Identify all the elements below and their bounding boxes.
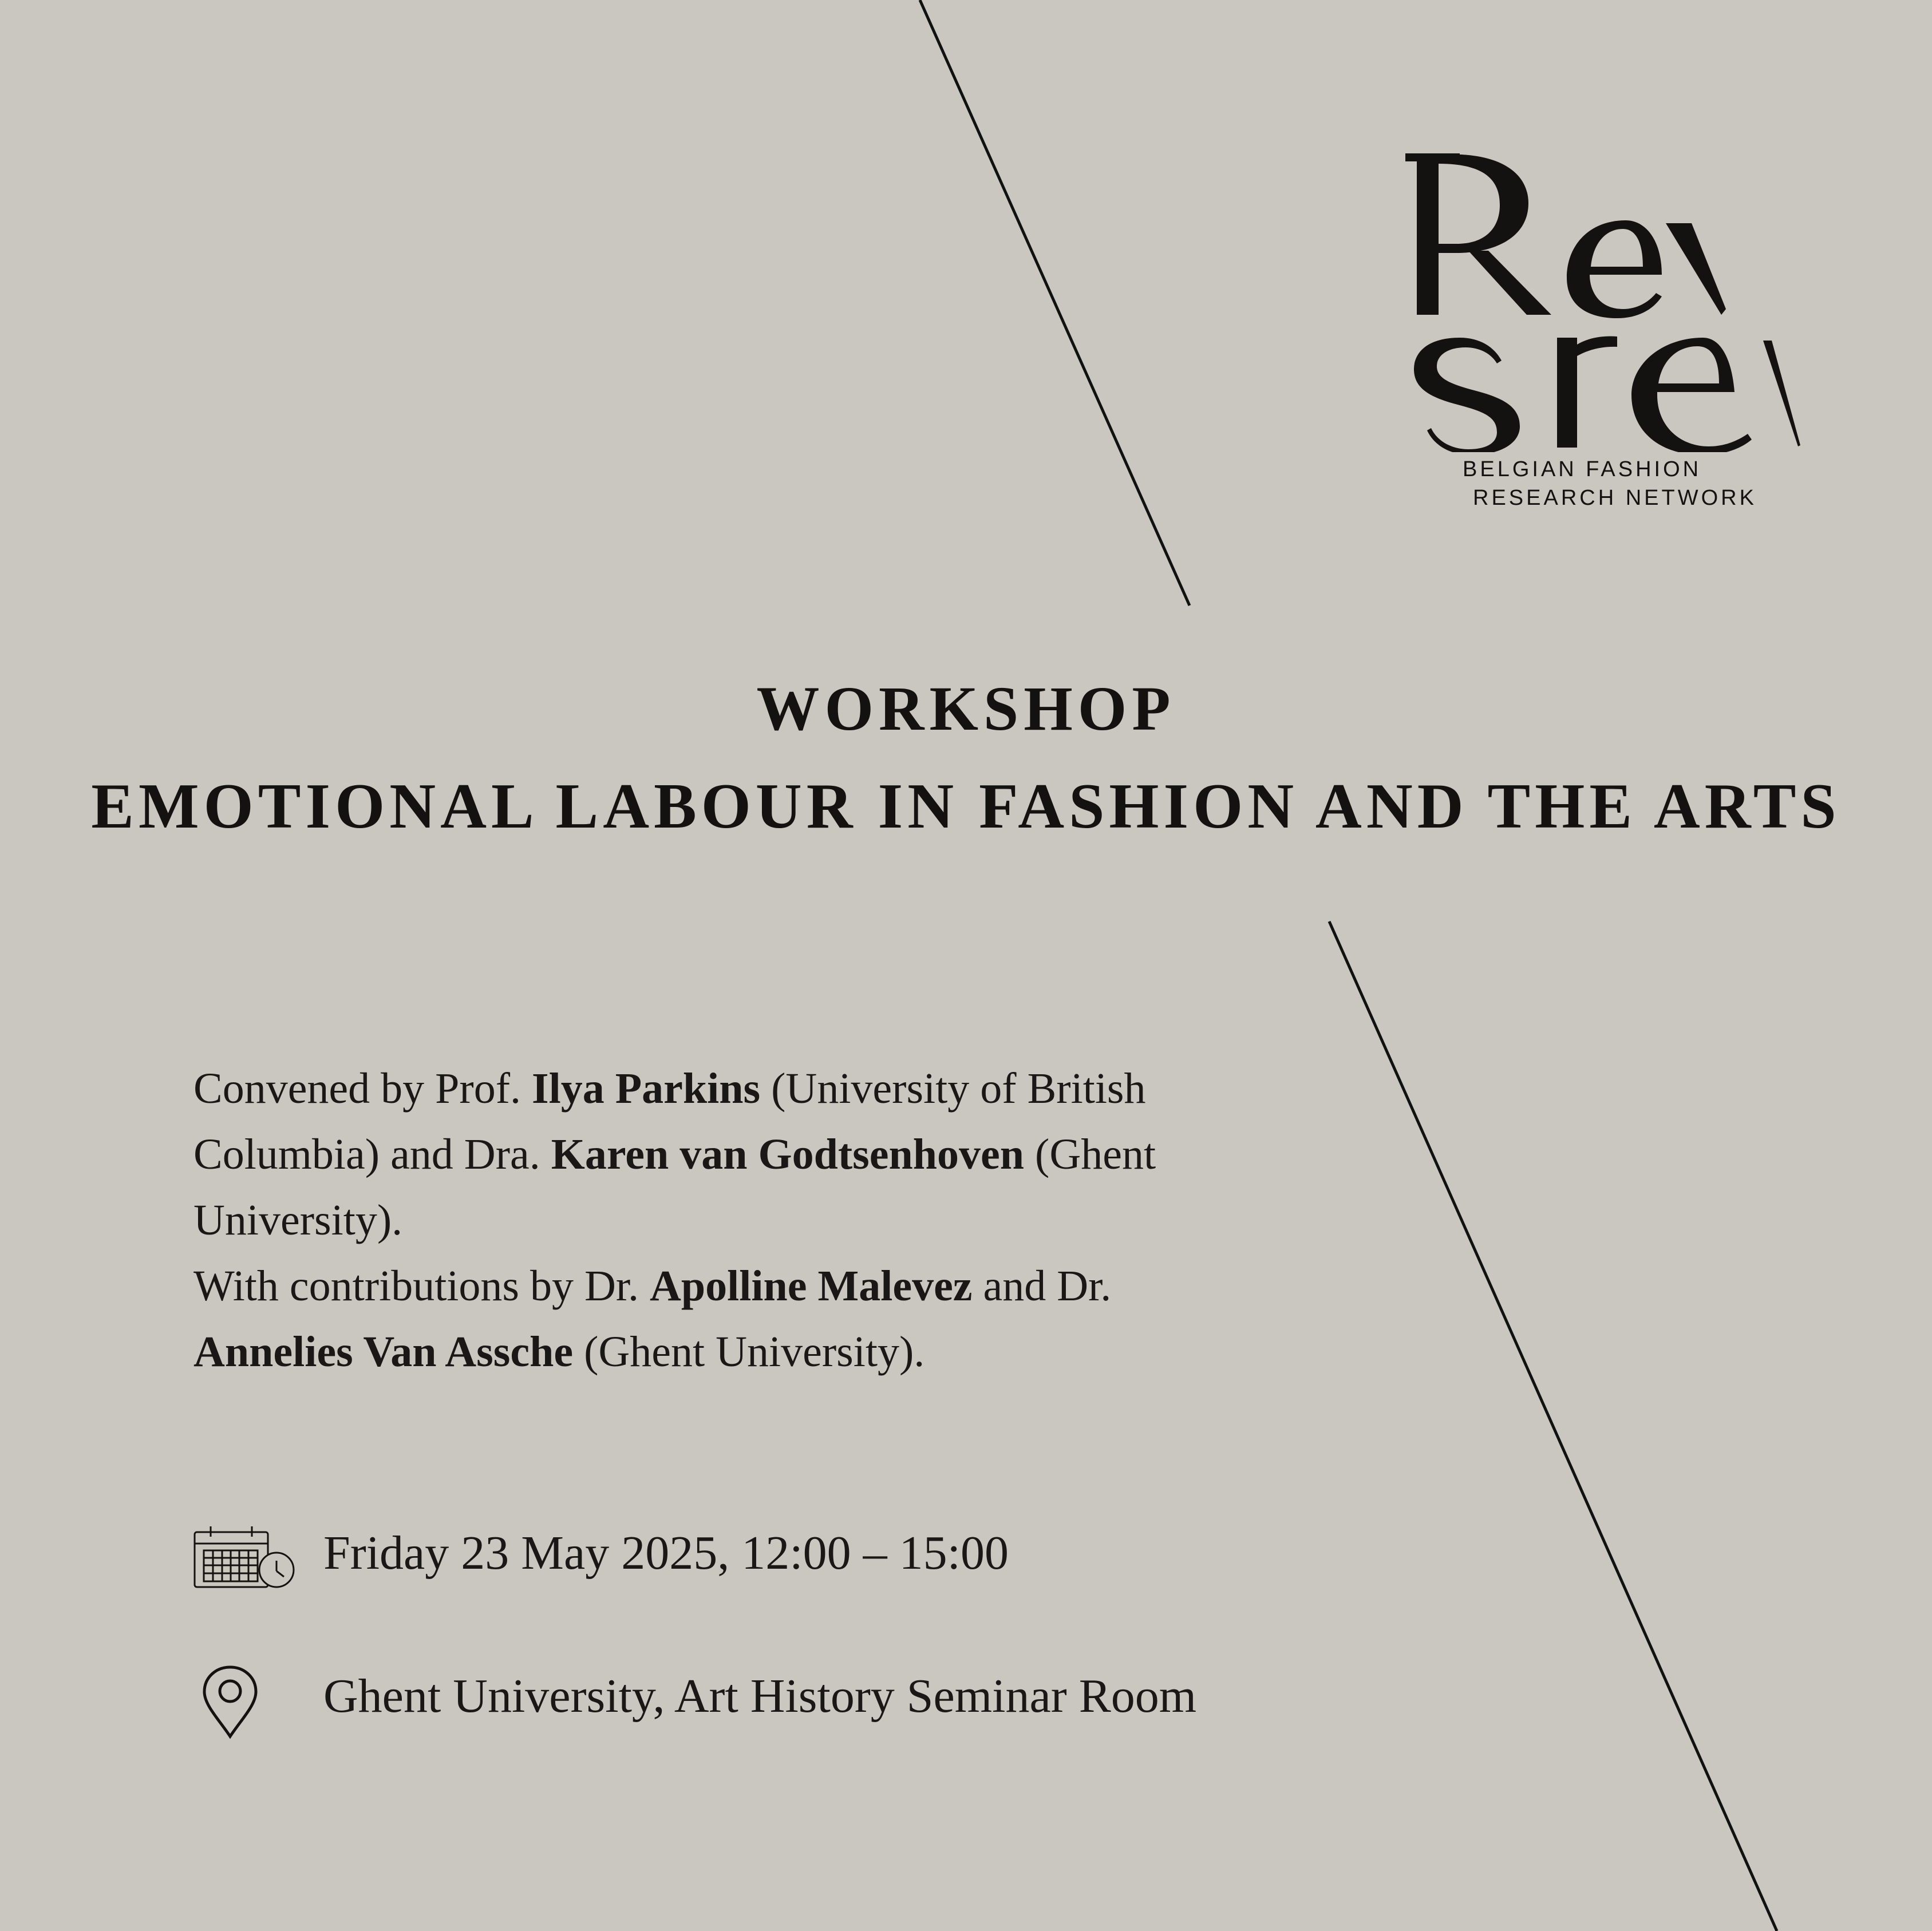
reverse-wordmark [1405, 143, 1806, 452]
diagonal-line-top [920, 0, 1190, 606]
logo-subtitle-line1: BELGIAN FASHION [1463, 457, 1702, 481]
intro-text: and Dr. [972, 1262, 1112, 1310]
intro-text: Convened by Prof. [193, 1065, 532, 1113]
map-pin-icon [202, 1665, 259, 1739]
workshop-kicker: WORKSHOP [756, 674, 1176, 743]
logo-subtitle-line2: RESEARCH NETWORK [1473, 486, 1757, 510]
event-location: Ghent University, Art History Seminar Room [323, 1669, 1197, 1723]
contributor-name-1: Apolline Malevez [650, 1262, 973, 1310]
diagonal-line-bottom [1329, 921, 1777, 1931]
reverse-logo [1405, 143, 1806, 521]
intro-text: (Ghent University). [193, 1130, 1156, 1244]
intro-text: With contributions by Dr. [193, 1262, 650, 1310]
convener-sentence [193, 1056, 1235, 1253]
calendar-clock-icon [193, 1525, 297, 1588]
intro-text: (University of British Columbia) and Dra. [193, 1065, 1146, 1178]
contributor-name-2: Annelies Van Assche [193, 1328, 574, 1376]
event-date: Friday 23 May 2025, 12:00 – 15:00 [323, 1526, 1009, 1580]
convener-paragraph [193, 1056, 1235, 1385]
intro-text: (Ghent University). [573, 1328, 925, 1376]
contributors-sentence [193, 1253, 1235, 1385]
convener-name-2: Karen van Godtsenhoven [551, 1130, 1025, 1178]
workshop-title: EMOTIONAL LABOUR IN FASHION AND THE ARTS [91, 771, 1841, 842]
logo-subtitle [1405, 455, 1806, 512]
convener-name-1: Ilya Parkins [532, 1065, 761, 1113]
